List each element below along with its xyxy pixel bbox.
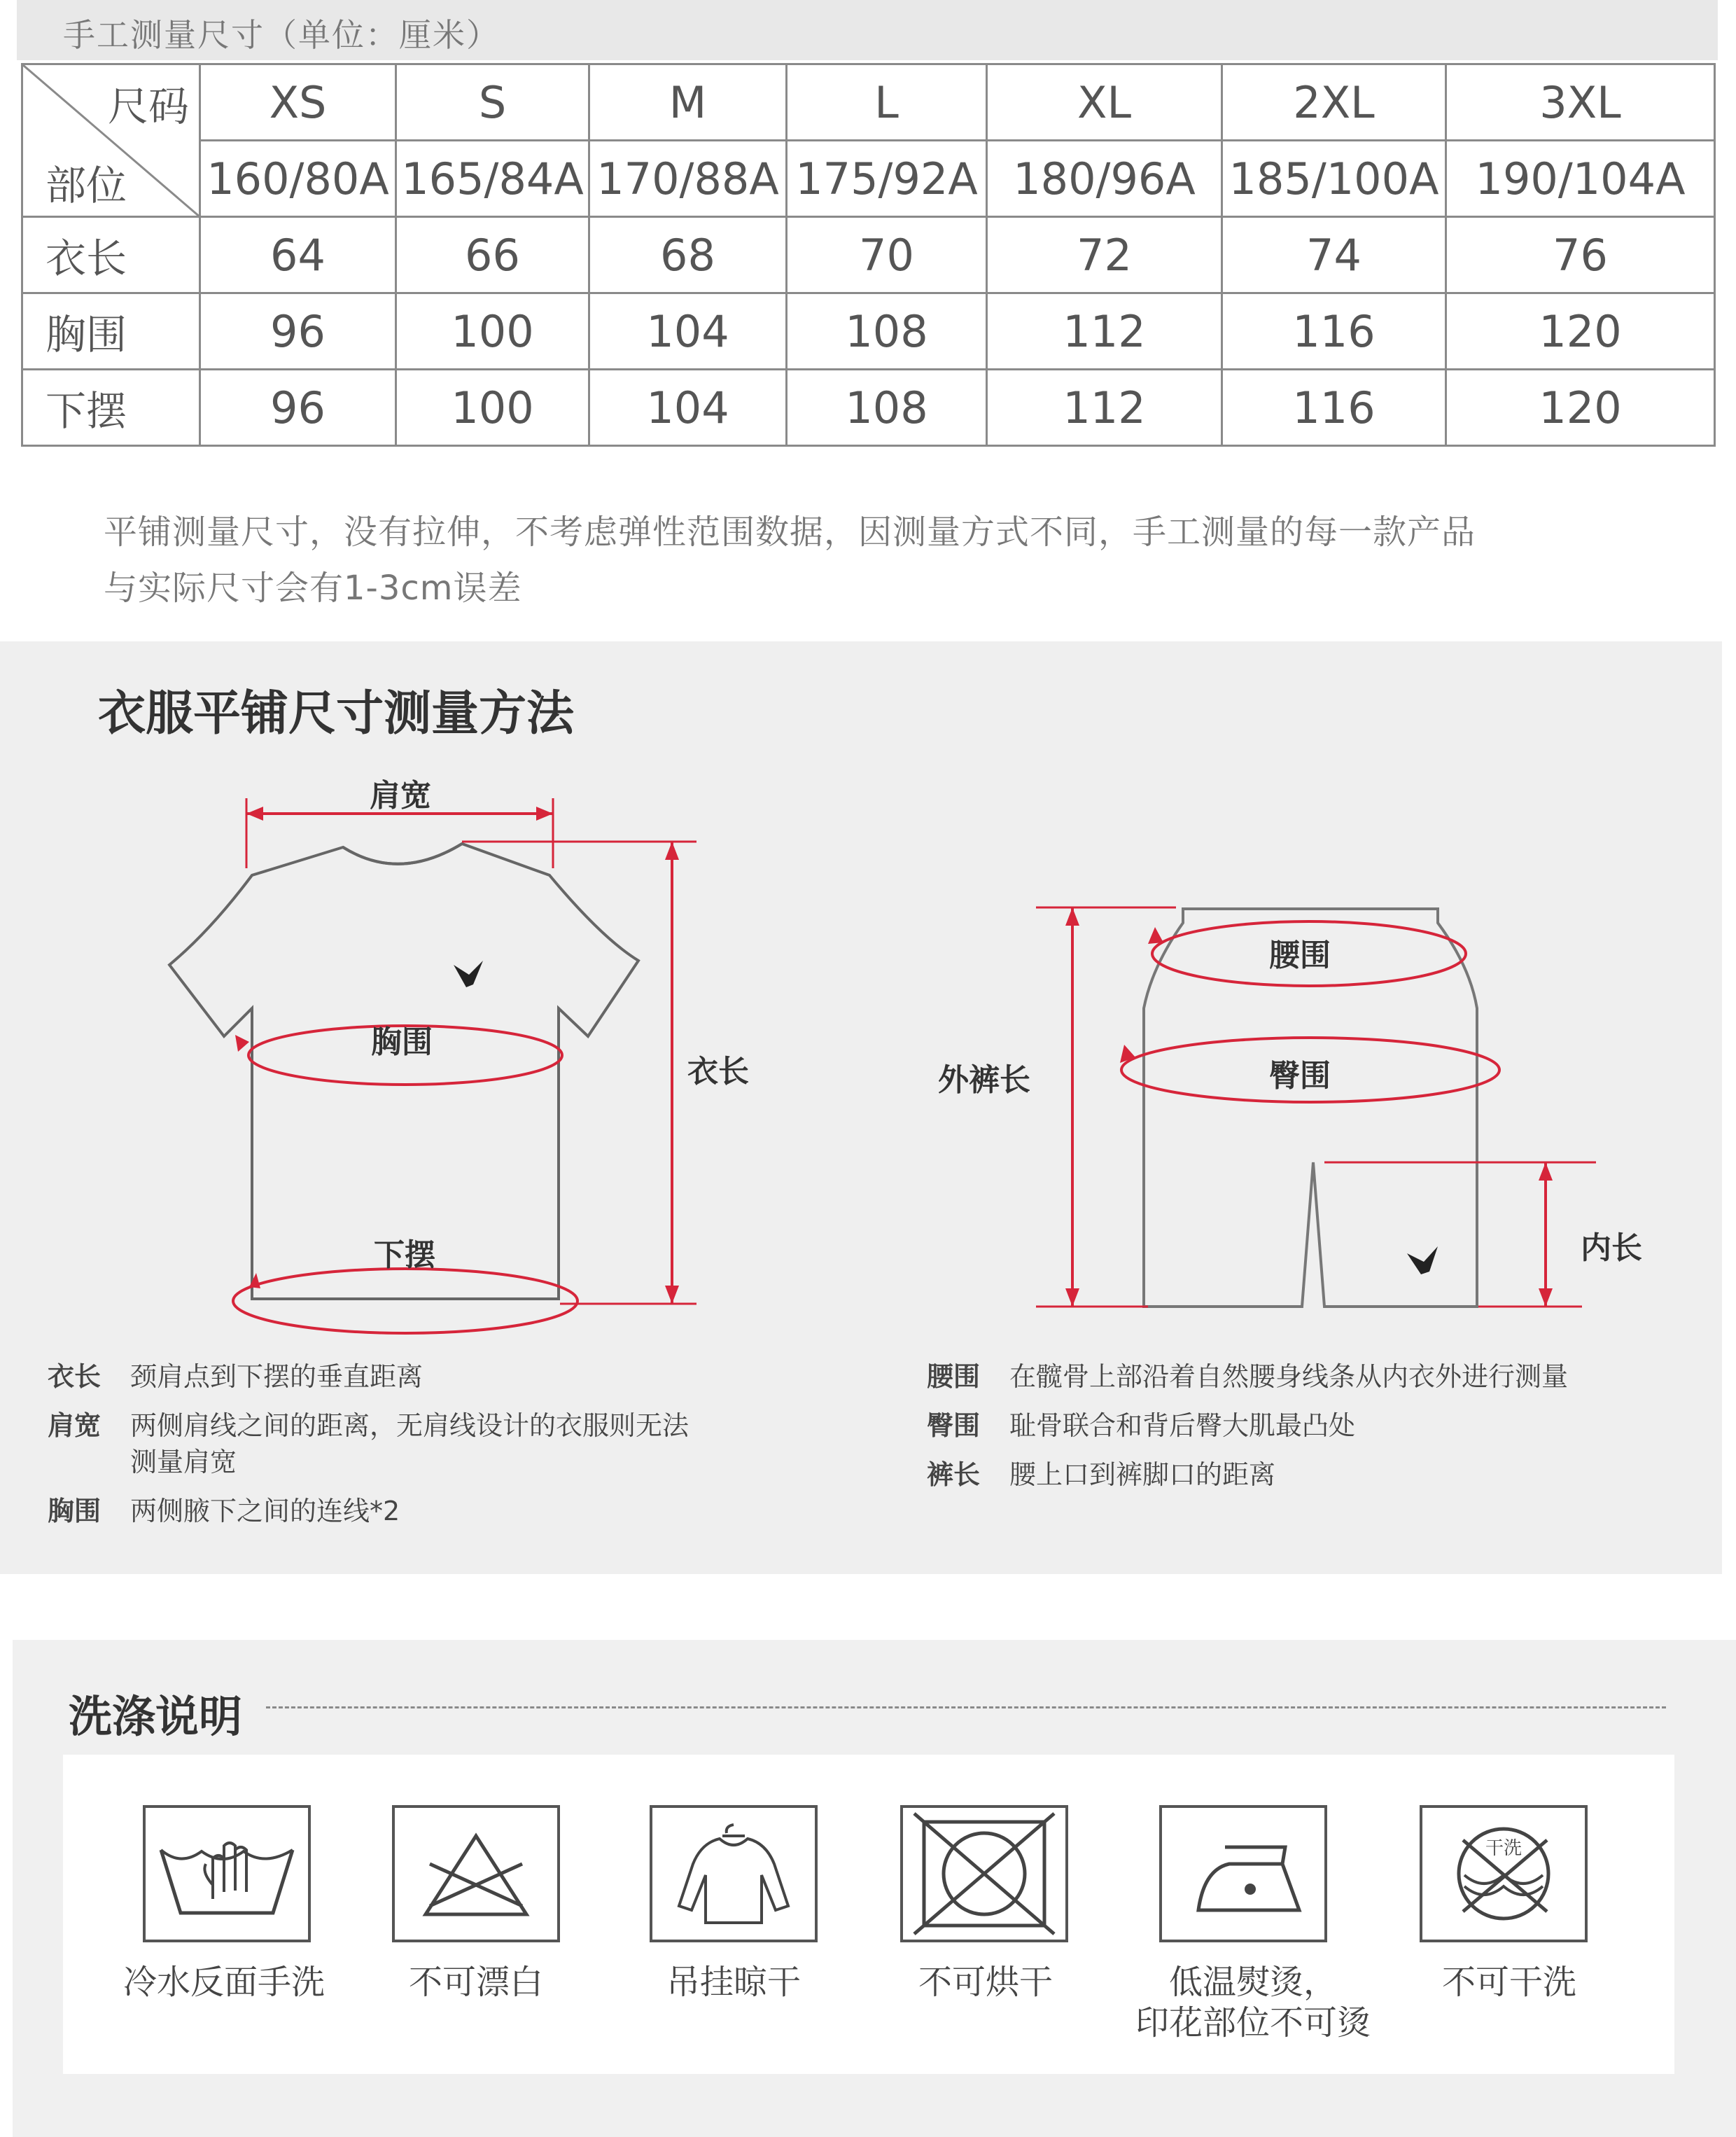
definition-item: [48, 1407, 818, 1480]
size-header-cell: M: [589, 64, 787, 141]
definition-key: 裤长: [927, 1459, 981, 1490]
table-cell: 64: [200, 217, 396, 293]
care-label: 冷水反面手洗: [122, 1963, 325, 2002]
table-cell: 116: [1222, 370, 1446, 446]
spec-row: [22, 141, 1715, 217]
row-label: 衣长: [22, 217, 200, 293]
care-label: 不可干洗: [1441, 1963, 1576, 2002]
shoulder-label: 肩宽: [370, 778, 431, 814]
low-iron-icon: [1162, 1808, 1324, 1940]
spec-cell: 190/104A: [1446, 141, 1715, 217]
spec-cell: 170/88A: [589, 141, 787, 217]
care-label: 吊挂晾干: [666, 1963, 801, 2002]
table-cell: 100: [396, 293, 589, 370]
outseam-label: 外裤长: [938, 1062, 1030, 1098]
care-label-line: 印花部位不可烫: [1135, 2003, 1371, 2042]
table-cell: 72: [987, 217, 1222, 293]
definition-text: 两侧肩线之间的距离，无肩线设计的衣服则无法: [130, 1410, 690, 1441]
table-cell: 116: [1222, 293, 1446, 370]
note-line: 与实际尺寸会有1-3cm误差: [104, 569, 522, 608]
dry-clean-badge-text: 干洗: [1485, 1838, 1522, 1859]
definition-text: 在髋骨上部沿着自然腰身线条从内衣外进行测量: [1009, 1361, 1569, 1392]
definition-text: 测量肩宽: [130, 1447, 237, 1477]
hip-label: 臀围: [1269, 1058, 1331, 1094]
table-cell: 66: [396, 217, 589, 293]
measurement-note: [104, 504, 1686, 616]
definition-key: 臀围: [927, 1410, 981, 1441]
size-chart-title: 手工测量尺寸（单位：厘米）: [63, 16, 500, 54]
care-title: 洗涤说明: [69, 1691, 243, 1742]
table-cell: 100: [396, 370, 589, 446]
definition-text: 颈肩点到下摆的垂直距离: [130, 1361, 424, 1392]
definition-item: [48, 1493, 818, 1529]
table-cell: 96: [200, 370, 396, 446]
shirt-length-label: 衣长: [687, 1054, 749, 1090]
care-label: [1092, 1962, 1414, 2043]
size-header-cell: L: [787, 64, 987, 141]
table-cell: 112: [987, 370, 1222, 446]
definition-key: 衣长: [48, 1361, 102, 1392]
no-bleach-icon: [395, 1808, 557, 1940]
table-cell: 76: [1446, 217, 1715, 293]
size-header-cell: S: [396, 64, 589, 141]
no-tumble-dry-icon: [903, 1808, 1065, 1940]
care-icon-box: [1159, 1805, 1327, 1942]
row-label: 胸围: [22, 293, 200, 370]
no-dry-clean-icon: [1422, 1808, 1585, 1940]
table-cell: 96: [200, 293, 396, 370]
care-title-divider: [266, 1706, 1666, 1708]
table-cell: 74: [1222, 217, 1446, 293]
table-cell: 120: [1446, 293, 1715, 370]
care-icon-box: [392, 1805, 560, 1942]
hand-wash-icon: [146, 1808, 308, 1940]
definition-item: [927, 1358, 1697, 1395]
care-icon-box: [650, 1805, 818, 1942]
table-cell: 108: [787, 293, 987, 370]
care-icon-box: [143, 1805, 311, 1942]
size-header-cell: XS: [200, 64, 396, 141]
definition-item: [927, 1456, 1697, 1493]
spec-cell: 180/96A: [987, 141, 1222, 217]
inseam-label: 内长: [1581, 1230, 1642, 1266]
spec-cell: 160/80A: [200, 141, 396, 217]
care-label-line: 低温熨烫，: [1168, 1963, 1337, 2002]
table-cell: 68: [589, 217, 787, 293]
definition-text: 耻骨联合和背后臀大肌最凸处: [1009, 1410, 1356, 1441]
spec-cell: 175/92A: [787, 141, 987, 217]
row-label: 下摆: [22, 370, 200, 446]
tshirt-diagram: [140, 777, 770, 1337]
spec-cell: 185/100A: [1222, 141, 1446, 217]
size-header-cell: 3XL: [1446, 64, 1715, 141]
shirt-definitions: [48, 1358, 818, 1529]
size-header-cell: 2XL: [1222, 64, 1446, 141]
table-cell: 104: [589, 293, 787, 370]
size-table: [21, 63, 1716, 447]
hang-dry-icon: [652, 1808, 815, 1940]
corner-size-label: 尺码: [107, 83, 189, 130]
corner-part-label: 部位: [46, 162, 127, 209]
definition-text: 腰上口到裤脚口的距离: [1009, 1459, 1276, 1490]
care-icon-box: [900, 1805, 1068, 1942]
table-cell: 112: [987, 293, 1222, 370]
table-cell: 120: [1446, 370, 1715, 446]
table-row-length: [22, 217, 1715, 293]
definition-key: 胸围: [48, 1496, 102, 1526]
table-cell: 104: [589, 370, 787, 446]
care-icon-box: [1420, 1805, 1588, 1942]
hem-label: 下摆: [374, 1237, 435, 1273]
definition-key: 腰围: [927, 1361, 981, 1392]
definition-item: [48, 1358, 818, 1395]
spec-cell: 165/84A: [396, 141, 589, 217]
definition-item: [927, 1407, 1697, 1444]
chest-label: 胸围: [371, 1024, 433, 1060]
size-header-row: [22, 64, 1715, 141]
pants-definitions: [927, 1358, 1697, 1493]
table-cell: 70: [787, 217, 987, 293]
size-header-cell: XL: [987, 64, 1222, 141]
definition-text: 两侧腋下之间的连线*2: [130, 1496, 400, 1526]
care-label: 不可漂白: [408, 1963, 543, 2002]
table-cell: 108: [787, 370, 987, 446]
table-row-hem: [22, 370, 1715, 446]
measurement-method-title: 衣服平铺尺寸测量方法: [98, 686, 575, 742]
definition-key: 肩宽: [48, 1410, 102, 1441]
care-label: 不可烘干: [918, 1963, 1053, 2002]
note-line: 平铺测量尺寸，没有拉伸，不考虑弹性范围数据，因测量方式不同，手工测量的每一款产品: [104, 513, 1476, 552]
waist-label: 腰围: [1269, 938, 1331, 973]
table-corner-cell: [22, 64, 200, 217]
table-row-chest: [22, 293, 1715, 370]
